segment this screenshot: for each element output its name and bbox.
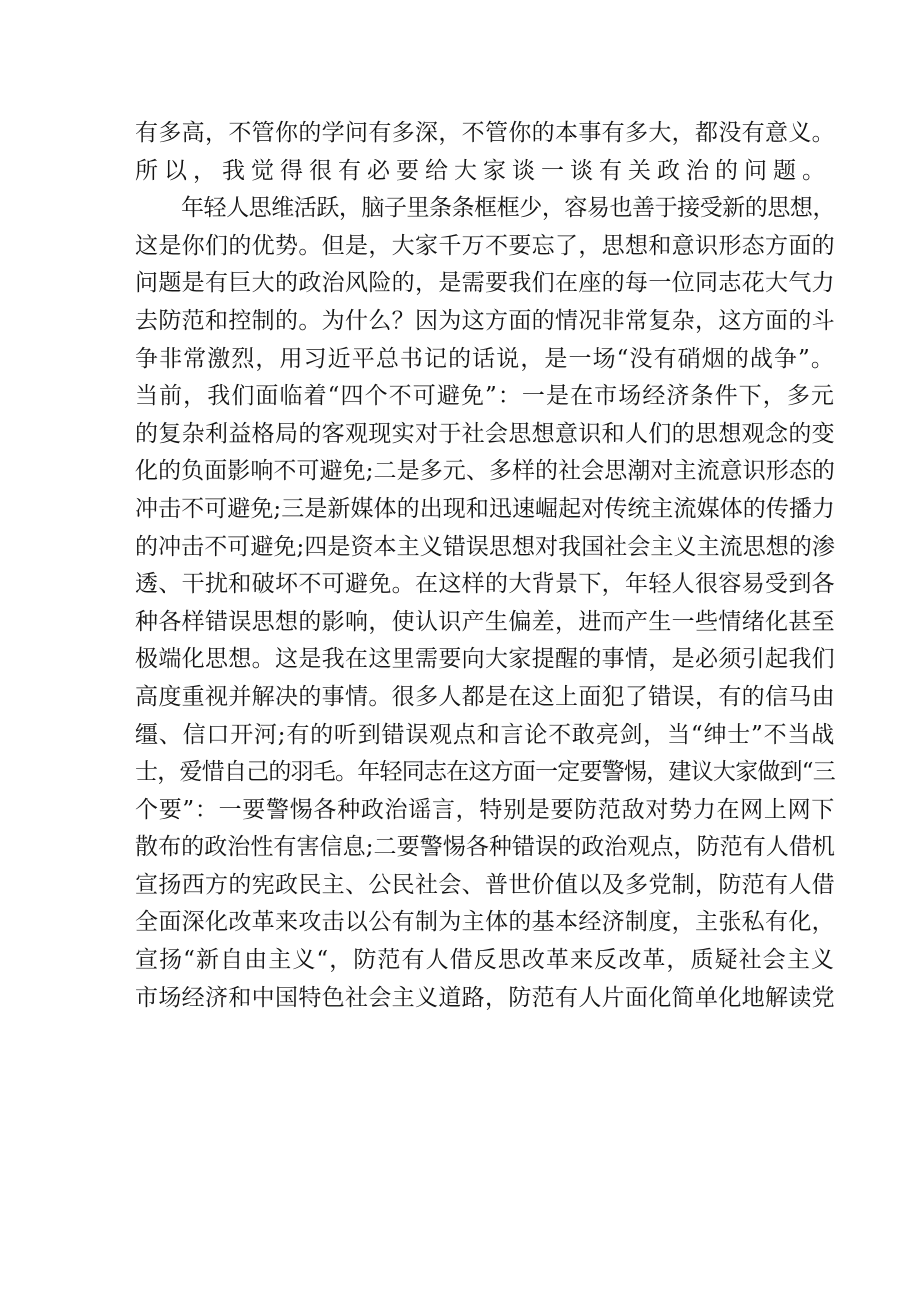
text-line: 冲击不可避免;三是新媒体的出现和迅速崛起对传统主流媒体的传播力 xyxy=(135,495,835,522)
text-line: 极端化思想。这是我在这里需要向大家提醒的事情，是必须引起我们 xyxy=(135,646,835,673)
text-line: 宣扬西方的宪政民主、公民社会、普世价值以及多党制，防范有人借 xyxy=(135,871,835,898)
text-line: 所以，我觉得很有必要给大家谈一谈有关政治的问题。 xyxy=(135,157,831,184)
text-line: 全面深化改革来攻击以公有制为主体的基本经济制度，主张私有化， xyxy=(135,909,835,936)
text-line: 这是你们的优势。但是，大家千万不要忘了，思想和意识形态方面的 xyxy=(135,232,835,259)
text-line: 问题是有巨大的政治风险的，是需要我们在座的每一位同志花大气力 xyxy=(135,270,835,297)
text-line: 种各样错误思想的影响，使认识产生偏差，进而产生一些情绪化甚至 xyxy=(135,608,835,635)
text-line: 市场经济和中国特色社会主义道路，防范有人片面化简单化地解读党 xyxy=(135,984,835,1011)
text-line: 高度重视并解决的事情。很多人都是在这上面犯了错误，有的信马由 xyxy=(135,683,835,710)
text-line: 争非常激烈，用习近平总书记的话说，是一场“没有硝烟的战争”。 xyxy=(135,345,835,372)
document-body xyxy=(135,115,835,1017)
text-line: 化的负面影响不可避免;二是多元、多样的社会思潮对主流意识形态的 xyxy=(135,458,835,485)
text-line: 有多高，不管你的学问有多深，不管你的本事有多大，都没有意义。 xyxy=(135,120,835,146)
text-line: 的复杂利益格局的客观现实对于社会思想意识和人们的思想观念的变 xyxy=(135,420,835,447)
text-line: 个要”：一要警惕各种政治谣言，特别是要防范敌对势力在网上网下 xyxy=(135,796,835,823)
text-line: 去防范和控制的。为什么？因为这方面的情况非常复杂，这方面的斗 xyxy=(135,307,835,334)
text-line: 宣扬“新自由主义“，防范有人借反思改革来反改革，质疑社会主义 xyxy=(135,947,835,974)
text-line: 的冲击不可避免;四是资本主义错误思想对我国社会主义主流思想的渗 xyxy=(135,533,835,560)
text-line: 当前，我们面临着“四个不可避免”：一是在市场经济条件下，多元 xyxy=(135,383,835,410)
text-line: 散布的政治性有害信息;二要警惕各种错误的政治观点，防范有人借机 xyxy=(135,834,835,861)
text-line: 透、干扰和破坏不可避免。在这样的大背景下，年轻人很容易受到各 xyxy=(135,571,835,598)
text-line: 缰、信口开河;有的听到错误观点和言论不敢亮剑，当“绅士”不当战 xyxy=(135,721,835,748)
paragraph-first-line: 年轻人思维活跃，脑子里条条框框少，容易也善于接受新的思想， xyxy=(181,195,835,222)
text-line: 士，爱惜自己的羽毛。年轻同志在这方面一定要警惕，建议大家做到“三 xyxy=(135,759,835,786)
